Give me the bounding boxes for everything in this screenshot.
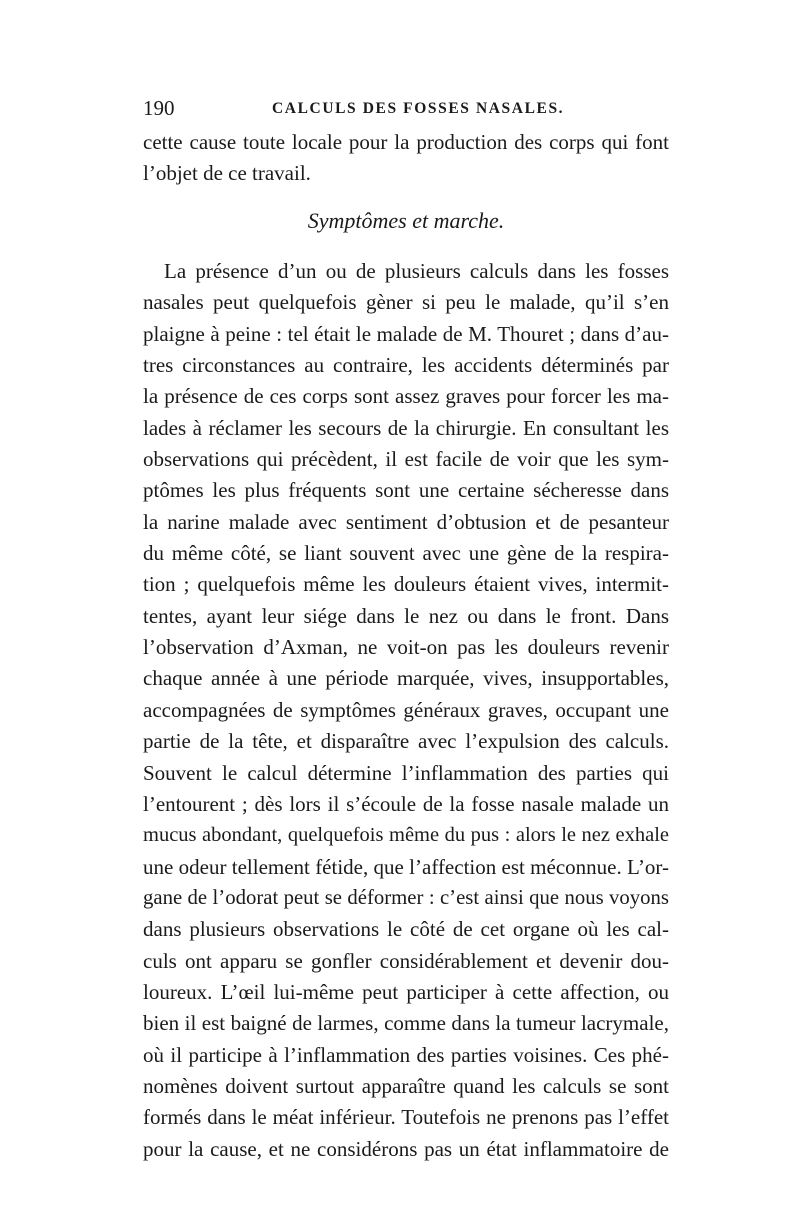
text-line: où il participe à l’inflammation des parties voisines. Ces phé- bbox=[143, 1042, 669, 1067]
text-line: chaque année à une période marquée, vives, insupportables, bbox=[143, 666, 669, 691]
text-line: dans plusieurs observations le côté de cet organe où les cal- bbox=[143, 917, 669, 942]
text-line: tres circonstances au contraire, les accidents déterminés par bbox=[143, 353, 669, 378]
text-line: formés dans le méat inférieur. Toutefois ne prenons pas l’effet bbox=[143, 1105, 669, 1130]
body-paragraph bbox=[143, 256, 669, 1165]
text-line: tion ; quelquefois même les douleurs étaient vives, intermit- bbox=[143, 572, 669, 597]
text-line: accompagnées de symptômes généraux graves, occupant une bbox=[143, 697, 669, 722]
text-line: La présence d’un ou de plusieurs calculs dans les fosses bbox=[164, 259, 669, 283]
text-line: plaigne à peine : tel était le malade de M. Thouret ; dans d’au- bbox=[143, 321, 669, 346]
text-line: ptômes les plus fréquents sont une certaine sécheresse dans bbox=[143, 478, 669, 503]
text-line: l’objet de ce travail. bbox=[143, 161, 311, 186]
text-line: culs ont apparu se gonfler considérablement et devenir dou- bbox=[143, 948, 669, 973]
text-line: l’observation d’Axman, ne voit-on pas les douleurs revenir bbox=[143, 635, 669, 660]
text-line: cette cause toute locale pour la production des corps qui font bbox=[143, 130, 669, 154]
section-heading: Symptômes et marche. bbox=[307, 208, 505, 233]
running-head bbox=[143, 94, 669, 122]
text-line: partie de la tête, et disparaître avec l’expulsion des calculs. bbox=[143, 729, 669, 754]
text-line: gane de l’odorat peut se déformer : c’est ainsi que nous voyons bbox=[143, 886, 669, 909]
text-line: du même côté, se liant souvent avec une gène de la respira- bbox=[143, 541, 669, 566]
text-line: nomènes doivent surtout apparaître quand les calculs se sont bbox=[143, 1073, 669, 1098]
intro-text bbox=[143, 127, 669, 190]
text-line: lades à réclamer les secours de la chirurgie. En consultant les bbox=[143, 415, 669, 440]
text-line: l’entourent ; dès lors il s’écoule de la fosse nasale malade un bbox=[143, 791, 669, 816]
text-line: nasales peut quelquefois gèner si peu le malade, qu’il s’en bbox=[143, 290, 669, 315]
text-line: Souvent le calcul détermine l’inflammation des parties qui bbox=[143, 760, 669, 785]
text-line: pour la cause, et ne considérons pas un état inflammatoire de bbox=[143, 1136, 669, 1161]
text-line: la présence de ces corps sont assez graves pour forcer les ma- bbox=[143, 384, 669, 409]
text-line: la narine malade avec sentiment d’obtusion et de pesanteur bbox=[143, 509, 669, 534]
text-line: mucus abondant, quelquefois même du pus : alors le nez exhale bbox=[143, 824, 669, 847]
text-line: une odeur tellement fétide, que l’affection est méconnue. L’or- bbox=[143, 854, 669, 879]
text-line: tentes, ayant leur siége dans le nez ou dans le front. Dans bbox=[143, 603, 669, 628]
page-number: 190 bbox=[143, 96, 175, 120]
text-line: bien il est baigné de larmes, comme dans la tumeur lacrymale, bbox=[143, 1011, 669, 1036]
running-title: CALCULS DES FOSSES NASALES. bbox=[272, 100, 565, 117]
text-line: loureux. L’œil lui-même peut participer à cette affection, ou bbox=[143, 979, 669, 1004]
text-line: observations qui précèdent, il est facile de voir que les sym- bbox=[143, 447, 669, 472]
